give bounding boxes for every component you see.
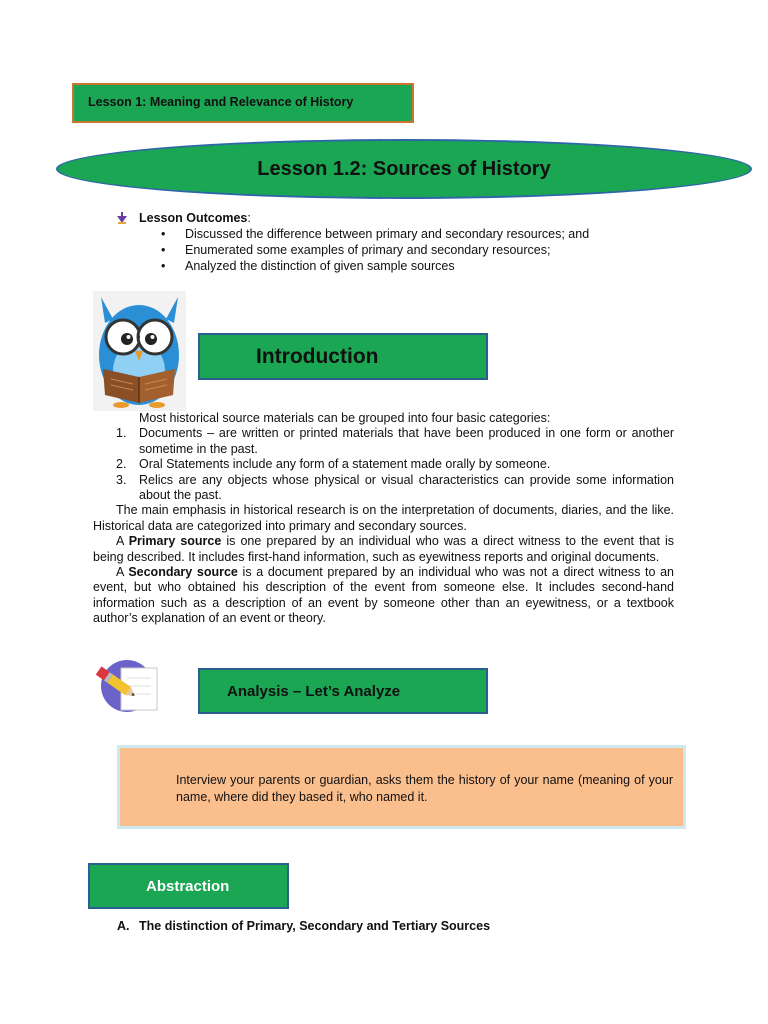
list-text: Relics are any objects whose physical or visual characteristics can provide some information about the past. (139, 472, 674, 503)
primary-source-term: Primary source (128, 534, 222, 549)
owl-reading-icon (93, 291, 186, 411)
lesson-title-text: Lesson 1.2: Sources of History (257, 157, 551, 180)
abstraction-heading-label: Abstraction (146, 877, 230, 895)
lesson-title (56, 139, 752, 199)
outcomes-heading-label: Lesson Outcomes (139, 211, 248, 225)
primary-source-definition: is one prepared by an individual who was a direct witness to the event that is being described. It includes first-hand information, such as eyewitness reports and original documents. (93, 534, 675, 564)
article-text: A (116, 534, 129, 549)
list-item: • Analyzed the distinction of given sample sources (185, 258, 712, 274)
paragraph: The main emphasis in historical research is on the interpretation of documents, diaries, and the like. Historical data are categorized into primary and secondary sources. (93, 503, 674, 533)
categories-list (93, 426, 674, 503)
pencil-paper-icon (93, 658, 165, 714)
list-item: • Discussed the difference between primary and secondary resources; and (185, 226, 712, 242)
analysis-task (117, 745, 686, 829)
section-letter: A. (117, 919, 130, 933)
list-text: Oral Statements include any form of a statement made orally by someone. (139, 457, 551, 472)
list-number: 3. (116, 472, 127, 487)
list-item (116, 457, 674, 472)
lesson-tag: Lesson 1: Meaning and Relevance of History (72, 83, 414, 123)
secondary-source-paragraph (93, 565, 674, 627)
abstraction-heading (88, 863, 289, 909)
introduction-body (93, 411, 674, 627)
section-a-heading (117, 919, 490, 933)
list-item (116, 426, 674, 457)
list-number: 1. (116, 426, 127, 441)
list-number: 2. (116, 457, 127, 472)
list-text: Documents – are written or printed materials that have been produced in one form or another sometime in the past. (139, 426, 674, 456)
introduction-heading (198, 333, 488, 380)
secondary-source-term: Secondary source (128, 565, 238, 580)
outcomes-heading: Lesson Outcomes: (112, 210, 712, 226)
list-item (116, 472, 674, 504)
introduction-lead: Most historical source materials can be grouped into four basic categories: (139, 411, 551, 425)
introduction-heading-label: Introduction (256, 344, 379, 368)
analysis-task-text: Interview your parents or guardian, asks them the history of your name (meaning of your name, where did they based it, who named it. (176, 773, 673, 804)
analysis-heading-label: Analysis – Let’s Analyze (227, 682, 401, 700)
outcomes-list (112, 226, 712, 274)
list-item: • Enumerated some examples of primary and secondary resources; (185, 242, 712, 258)
lesson-outcomes (112, 210, 712, 274)
arrow-bullet-icon (116, 212, 128, 228)
analysis-heading (198, 668, 488, 714)
primary-source-paragraph (93, 534, 674, 565)
article-text: A (116, 565, 129, 580)
secondary-source-definition: is a document prepared by an individual who was not a direct witness to an event, but who obtained his description of the event from someone else. It includes second-hand information such as a description of an event by someone other than an eyewitness, or a textbook author’s explanation of an event or theory. (93, 565, 674, 626)
section-title: The distinction of Primary, Secondary and Tertiary Sources (139, 919, 491, 933)
